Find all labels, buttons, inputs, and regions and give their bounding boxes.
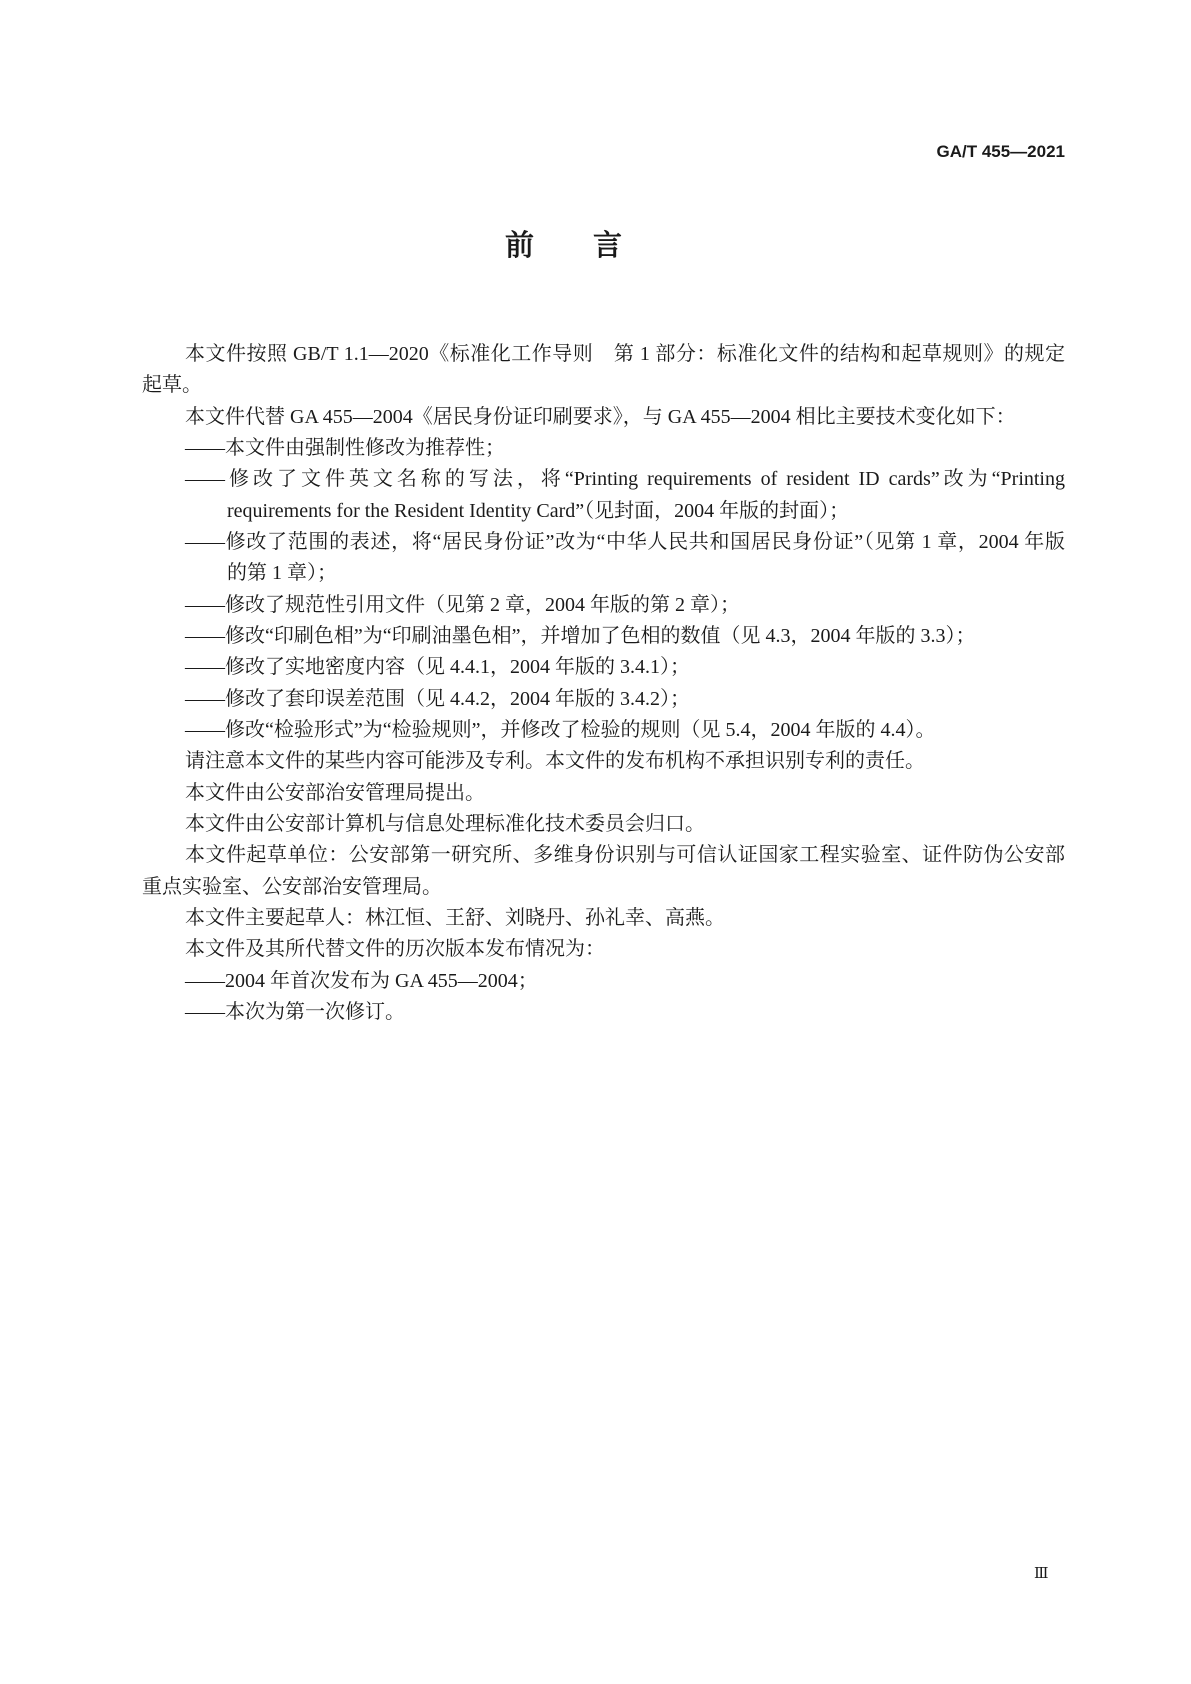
page-title: 前 言 [505, 228, 638, 262]
change-item-line: ——本文件由强制性修改为推荐性； [185, 436, 505, 459]
preface-body [142, 339, 1065, 1028]
change-item-line: ——修改了实地密度内容（见 4.4.1，2004 年版的 3.4.1）； [185, 656, 690, 679]
change-item [142, 684, 1065, 715]
change-item [142, 433, 1065, 464]
change-item-line: ——修改了套印误差范围（见 4.4.2，2004 年版的 3.4.2）； [185, 687, 690, 710]
drafting-units-paragraph [142, 840, 1065, 903]
version-history-list [142, 966, 1065, 1029]
paragraph-line: 本文件起草单位：公安部第一研究所、多维身份识别与可信认证国家工程实验室、证件防伪公安部 [185, 844, 1065, 867]
paragraph-line: 本文件按照 GB/T 1.1—2020《标准化工作导则 第 1 部分：标准化文件的结构和起草规则》的规定 [185, 343, 1065, 365]
change-item-line: ——修改了规范性引用文件（见第 2 章，2004 年版的第 2 章）； [185, 593, 740, 616]
history-item: ——本次为第一次修订。 [185, 1000, 405, 1023]
centralized-by: 本文件由公安部计算机与信息处理标准化技术委员会归口。 [185, 812, 705, 835]
change-item-line: ——修改“检验形式”为“检验规则”，并修改了检验的规则（见 5.4，2004 年版的 4.4）。 [185, 718, 936, 741]
paragraph-line: 起草。 [142, 374, 202, 397]
history-item: ——2004 年首次发布为 GA 455—2004； [185, 969, 538, 992]
proposed-by: 本文件由公安部治安管理局提出。 [185, 781, 485, 804]
change-item [142, 590, 1065, 621]
change-item [142, 652, 1065, 683]
change-item-line: ——修改“印刷色相”为“印刷油墨色相”，并增加了色相的数值（见 4.3，2004 年版的 3.3）； [185, 624, 976, 647]
change-item-line: ——修改了范围的表述，将“居民身份证”改为“中华人民共和国居民身份证”（见第 1 章，2004 年版 [185, 530, 1065, 553]
drafting-basis-paragraph [142, 339, 1065, 402]
change-item [142, 527, 1065, 590]
drafters: 本文件主要起草人：林江恒、王舒、刘晓丹、孙礼幸、高燕。 [185, 906, 725, 929]
paragraph-line: 重点实验室、公安部治安管理局。 [142, 875, 442, 898]
change-item [142, 621, 1065, 652]
patent-notice: 请注意本文件的某些内容可能涉及专利。本文件的发布机构不承担识别专利的责任。 [185, 750, 925, 773]
document-code: GA/T 455—2021 [936, 142, 1065, 161]
change-item-line: 的第 1 章）； [227, 562, 337, 585]
replacement-statement: 本文件代替 GA 455—2004《居民身份证印刷要求》，与 GA 455—2004 相比主要技术变化如下： [185, 405, 1016, 428]
change-item [142, 715, 1065, 746]
page-number: Ⅲ [1034, 1566, 1049, 1582]
technical-changes-list [142, 433, 1065, 746]
change-item-line: ——修改了文件英文名称的写法，将“Printing requirements of resident ID cards”改为“Printing [185, 468, 1065, 491]
change-item [142, 464, 1065, 527]
history-intro: 本文件及其所代替文件的历次版本发布情况为： [185, 938, 605, 961]
change-item-line: requirements for the Resident Identity Card”（见封面，2004 年版的封面）； [227, 499, 850, 522]
